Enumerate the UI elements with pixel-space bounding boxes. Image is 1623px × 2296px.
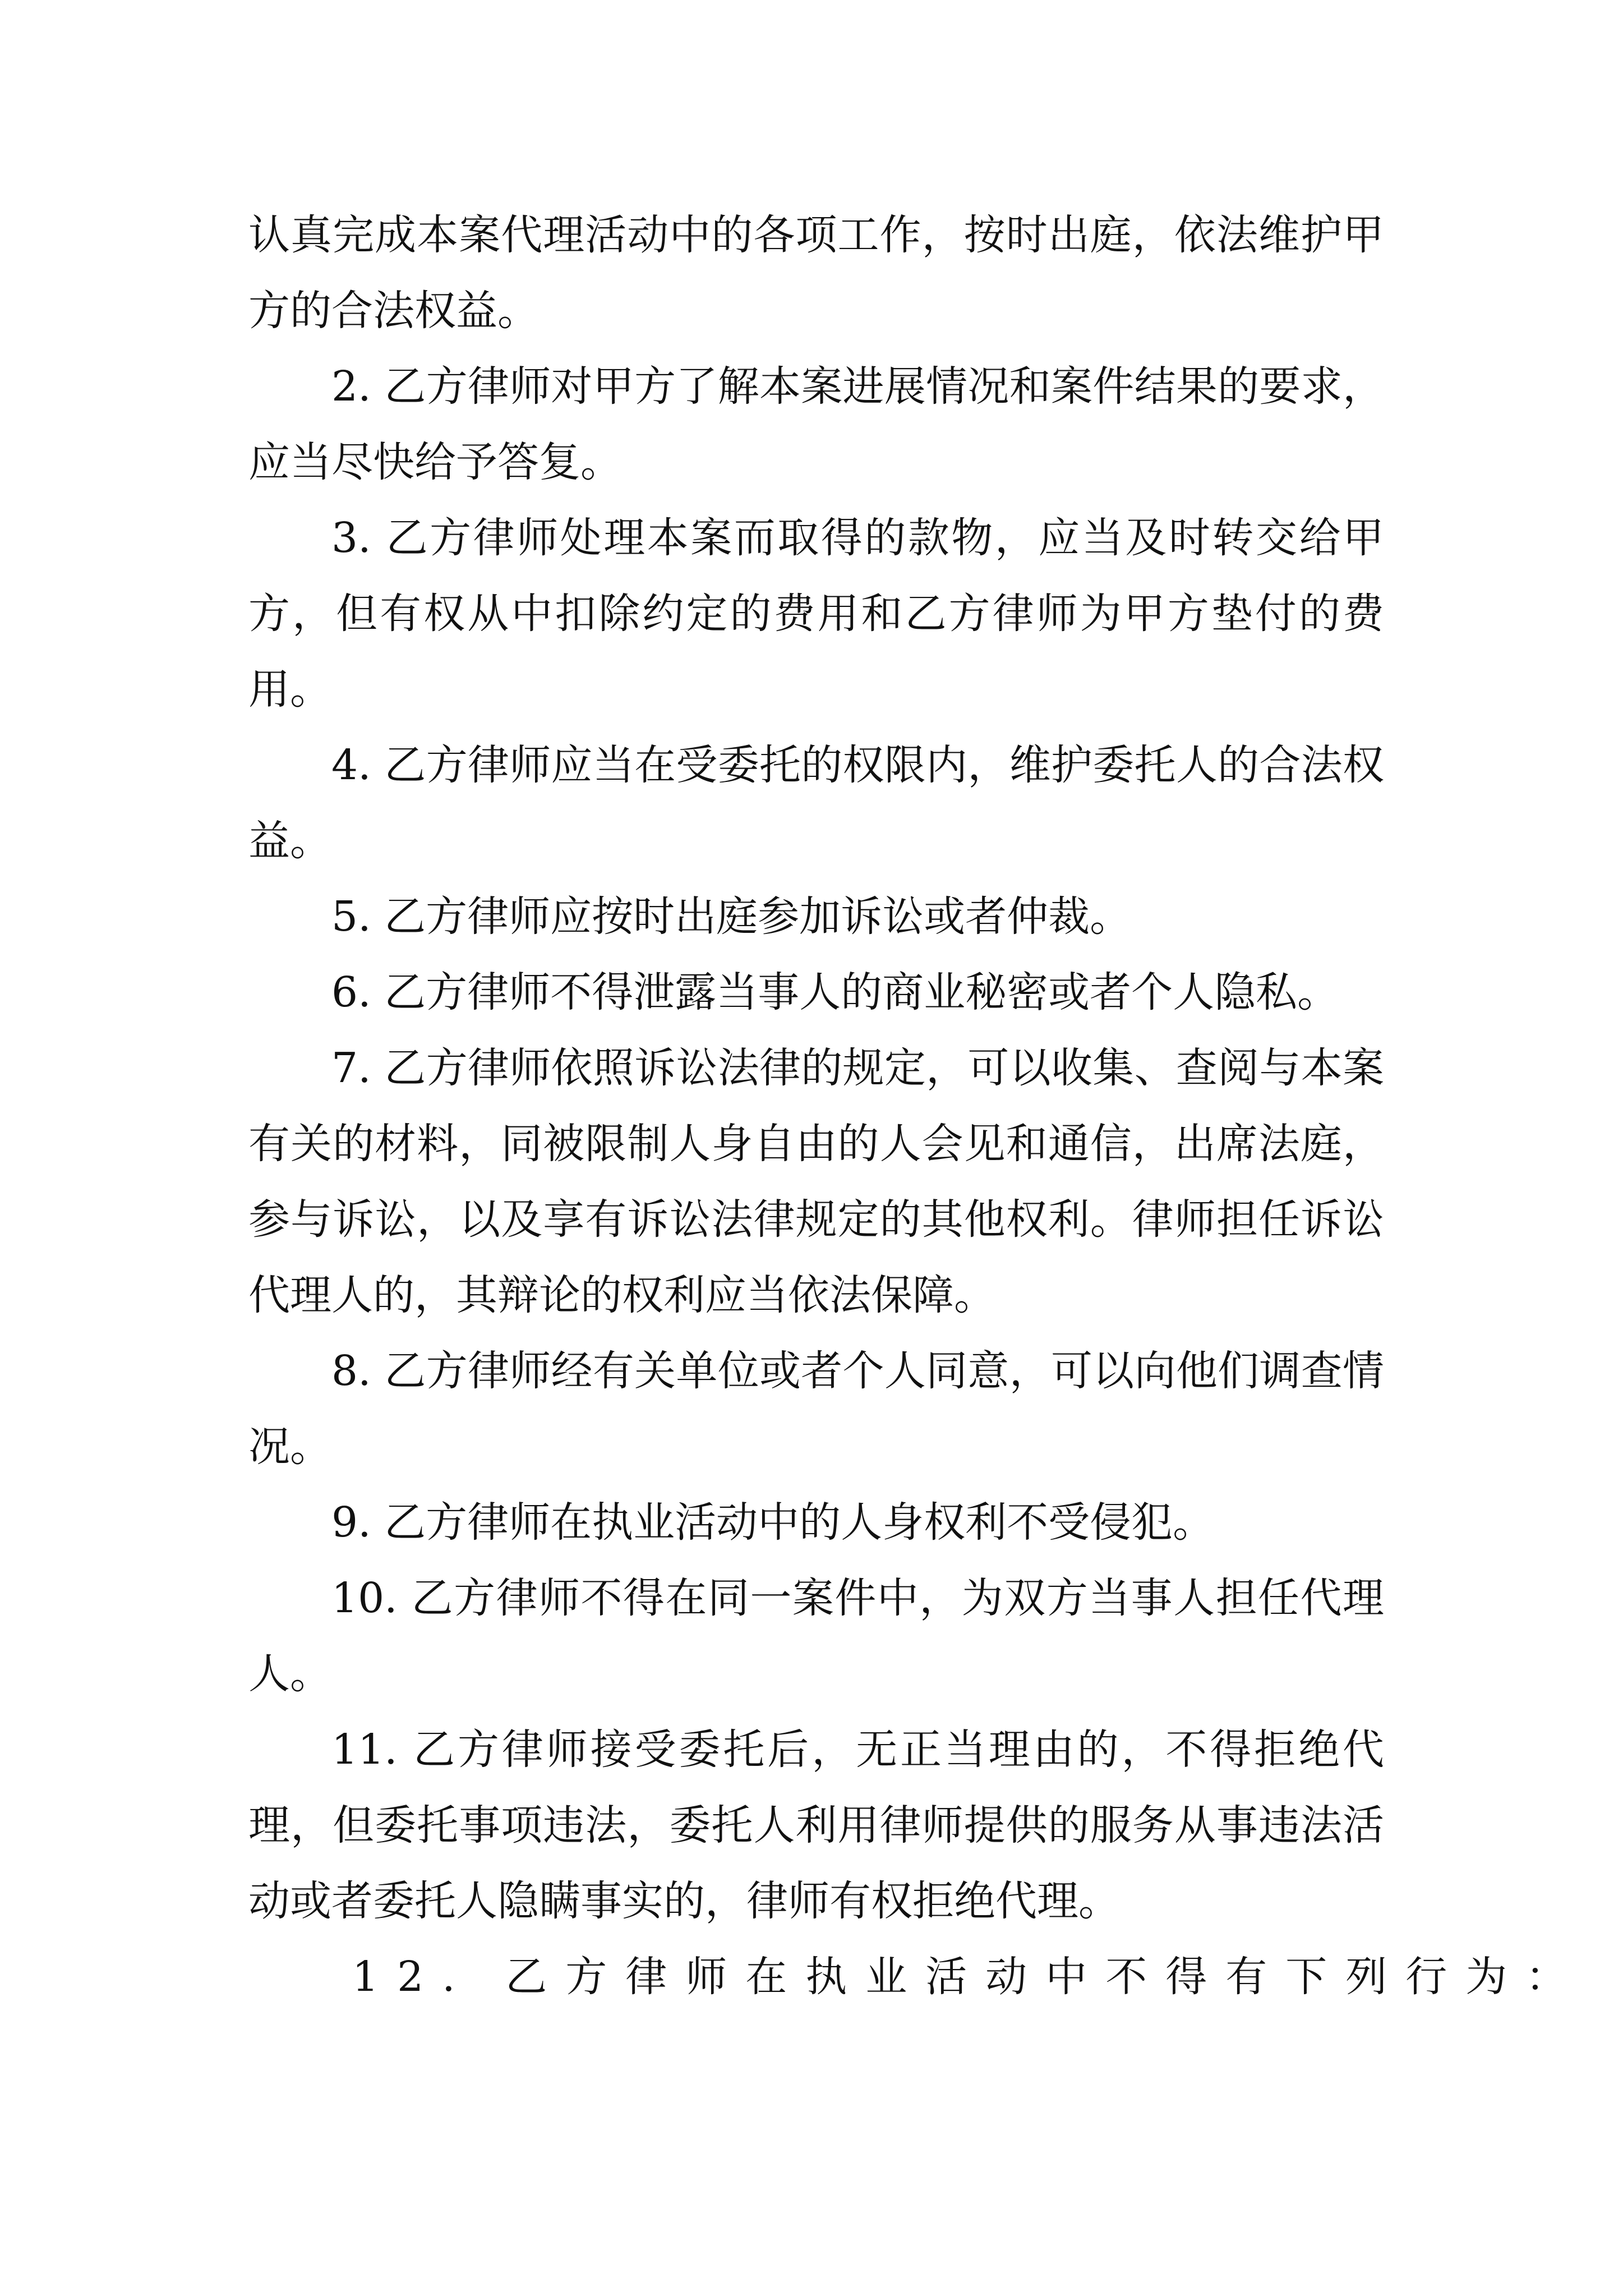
paragraph-item-7: 7. 乙方律师依照诉讼法律的规定，可以收集、查阅与本案有关的材料，同被限制人身自由的人会见和通信，出席法庭，参与诉讼，以及享有诉讼法律规定的其他权利。律师担任诉讼代理人的，其辩论的权利应当依法保障。 xyxy=(248,1044,1384,1319)
paragraph-item-11: 11. 乙方律师接受委托后，无正当理由的，不得拒绝代理，但委托事项违法，委托人利用律师提供的服务从事违法活动或者委托人隐瞒事实的，律师有权拒绝代理。 xyxy=(248,1726,1384,1925)
paragraph-item-8: 8. 乙方律师经有关单位或者个人同意，可以向他们调查情况。 xyxy=(248,1347,1384,1471)
paragraph-item-2: 2. 乙方律师对甲方了解本案进展情况和案件结果的要求，应当尽快给予答复。 xyxy=(248,362,1384,486)
paragraph-continuation: 认真完成本案代理活动中的各项工作，按时出庭，依法维护甲方的合法权益。 xyxy=(248,211,1384,335)
paragraph-item-6: 6. 乙方律师不得泄露当事人的商业秘密或者个人隐私。 xyxy=(331,968,1339,1016)
paragraph-item-10: 10. 乙方律师不得在同一案件中，为双方当事人担任代理人。 xyxy=(248,1574,1384,1698)
paragraph-item-4: 4. 乙方律师应当在受委托的权限内，维护委托人的合法权益。 xyxy=(248,741,1384,865)
document-body xyxy=(248,197,1586,2015)
paragraph-item-3: 3. 乙方律师处理本案而取得的款物，应当及时转交给甲方，但有权从中扣除约定的费用和乙方律师为甲方垫付的费用。 xyxy=(248,514,1384,714)
paragraph-item-9: 9. 乙方律师在执业活动中的人身权利不受侵犯。 xyxy=(331,1498,1215,1547)
paragraph-item-5: 5. 乙方律师应按时出庭参加诉讼或者仲裁。 xyxy=(331,892,1132,941)
paragraph-item-12: 12. 乙方律师在执业活动中不得有下列行为： xyxy=(352,1953,1586,2001)
